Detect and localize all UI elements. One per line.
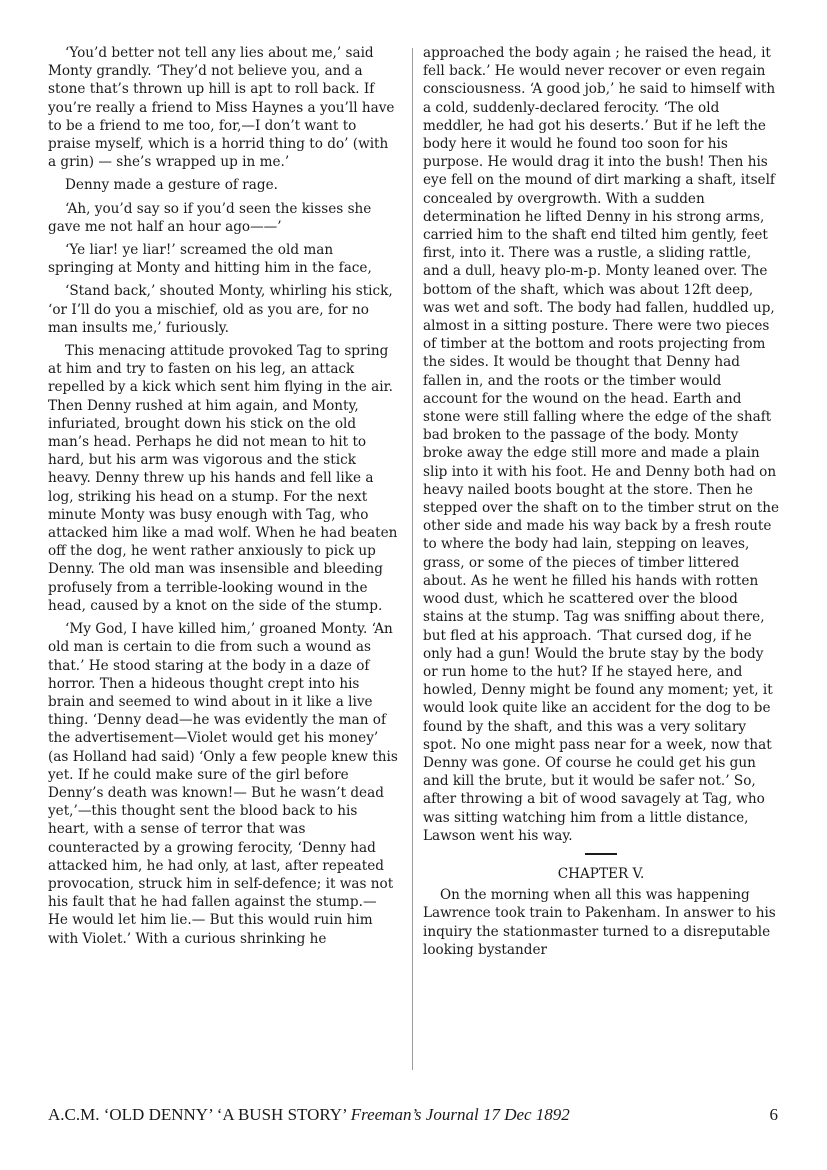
paragraph: On the morning when all this was happening Lawrence took train to Pakenham. In answer to his inquiry the stationmaster turned to a disreputable looking bystander <box>423 887 776 958</box>
citation-date: 17 Dec 1892 <box>478 1105 570 1124</box>
paragraph: ‘Ye liar! ye liar!’ screamed the old man springing at Monty and hitting him in the face, <box>48 242 372 277</box>
citation-prefix: A.C.M. ‘OLD DENNY’ ‘A BUSH STORY’ <box>48 1105 351 1124</box>
footer-citation <box>48 1105 570 1125</box>
paragraph: ‘Ah, you’d say so if you’d seen the kisses she gave me not half an hour ago——’ <box>48 200 372 235</box>
page-number: 6 <box>769 1105 778 1124</box>
column-divider <box>412 48 413 1070</box>
paragraph: ‘Stand back,’ shouted Monty, whirling his stick, ‘or I’ll do you a mischief, old as you are, for no man insults me,’ furiously. <box>48 283 393 336</box>
paragraph: ‘You’d better not tell any lies about me,’ said Monty grandly. ‘They’d not believe you, and a stone that’s thrown up hill is apt to roll back. If you’re really a friend to Miss Haynes a you’ll have to be a friend to me too, for,—I don’t want to praise myself, which is a horrid thing to do’ (with a grin) — she’s wrapped up in me.’ <box>48 45 395 171</box>
paragraph-continuation: approached the body again ; he raised the head, it fell back.’ He would never recover or even regain consciousness. ‘A good job,’ he said to himself with a cold, suddenly-declared ferocity. ‘The old meddler, he had got his deserts.’ But if he left the body here it would he found too soon for his purpose. He would drag it into the bush! Then his eye fell on the mound of dirt marking a shaft, itself concealed by overgrowth. With a sudden determination he lifted Denny in his strong arms, carried him to the shaft end tilted him gently, feet first, into it. There was a rustle, a sliding rattle, and a dull, heavy plo-m-p. Monty leaned over. The bottom of the shaft, which was about 12ft deep, was wet and soft. The body had fallen, huddled up, almost in a sitting posture. There were two pieces of timber at the bottom and roots projecting from the sides. It would be thought that Denny had fallen in, and the roots or the timber would account for the wound on the head. Earth and stone were still falling where the edge of the shaft bad broken to the passage of the body. Monty broke away the edge still more and made a plain slip into it with his foot. He and Denny both had on heavy nailed boots bought at the store. Then he stepped over the shaft on to the timber strut on the other side and made his way back by a fresh route to where the body had lain, stepping on leaves, grass, or some of the pieces of timber littered about. As he went he filled his hands with rotten wood dust, which he scattered over the blood stains at the stump. Tag was sniffing about there, but fled at his approach. ‘That cursed dog, if he only had a gun! Would the brute stay by the body or run home to the hut? If he stayed here, and howled, Denny might be found any moment; yet, it would look quite like an accident for the dog to be found by the shaft, and this was a very solitary spot. No one might pass near for a week, now that Denny was gone. Of course he could get his gun and kill the brute, but it would be safer not.’ So, after throwing a bit of wood savagely at Tag, who was sitting watching him from a little distance, Lawson went his way. <box>423 45 779 844</box>
citation-journal: Freeman’s Journal <box>350 1105 479 1124</box>
right-column <box>423 44 779 964</box>
paragraph: This menacing attitude provoked Tag to spring at him and try to fasten on his leg, an attack repelled by a kick which sent him flying in the air. Then Denny rushed at him again, and Monty, infuriated, brought down his stick on the old man’s head. Perhaps he did not mean to hit to hard, but his arm was vigorous and the stick heavy. Denny threw up his hands and fell like a log, striking his head on a stump. For the next minute Monty was busy enough with Tag, who attacked him like a mad wolf. When he had beaten off the dog, he went rather anxiously to pick up Denny. The old man was insensible and bleeding profusely from a terrible-looking wound in the head, caused by a knot on the side of the stump. <box>48 343 398 614</box>
paragraph: ‘My God, I have killed him,’ groaned Monty. ‘An old man is certain to die from such a wound as that.’ He stood staring at the body in a daze of horror. Then a hideous thought crept into his brain and seemed to wind about in it like a live thing. ‘Denny dead—he was evidently the man of the advertisement—Violet would get his money’ (as Holland had said) ‘Only a few people knew this yet. If he could make sure of the girl before Denny’s death was known!— But he wasn’t dead yet,’—this thought sent the blood back to his heart, with a sense of terror that was counteracted by a growing ferocity, ‘Denny had attacked him, he had only, at last, after repeated provocation, struck him in self-defence; it was not his fault that he had fallen against the stump.— He would let him lie.— But this would ruin him with Violet.’ With a curious shrinking he <box>48 621 398 947</box>
chapter-heading: CHAPTER V. <box>557 865 645 882</box>
paragraph: Denny made a gesture of rage. <box>65 177 278 194</box>
section-rule <box>585 853 617 855</box>
left-column <box>48 44 400 953</box>
